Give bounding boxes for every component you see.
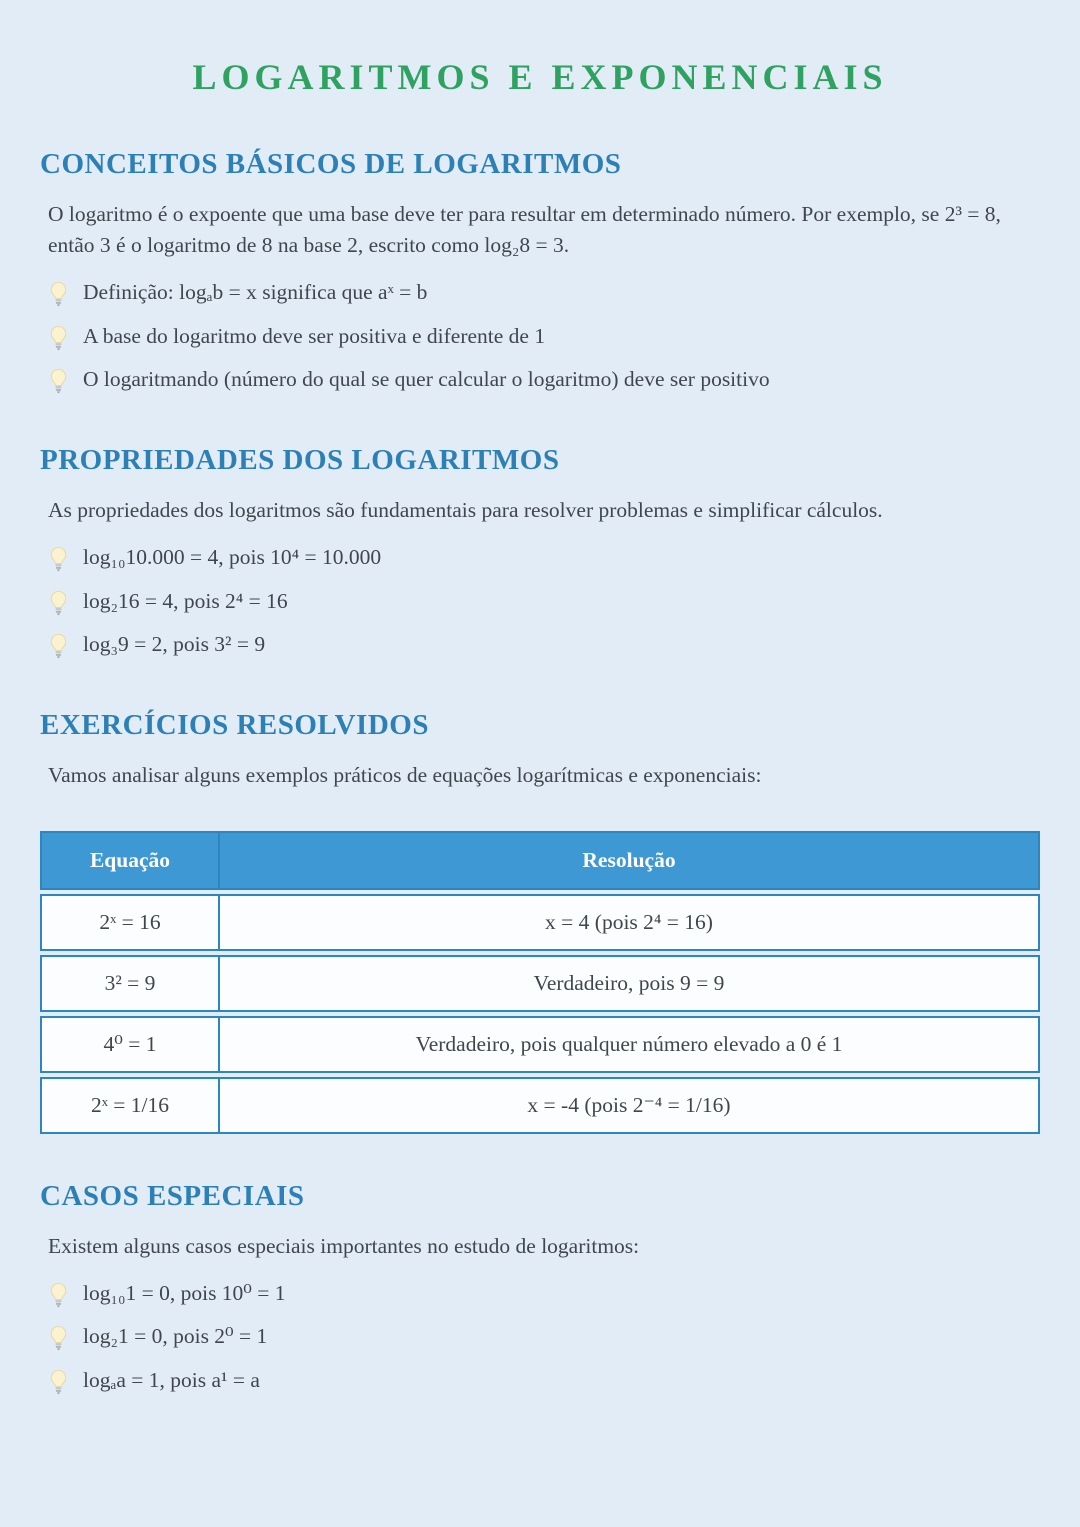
bullet-text: log₁₀10.000 = 4, pois 10⁴ = 10.000 bbox=[83, 545, 382, 570]
table-cell-resolution: Verdadeiro, pois 9 = 9 bbox=[220, 955, 1040, 1012]
table-cell-resolution: Verdadeiro, pois qualquer número elevado a 0 é 1 bbox=[220, 1016, 1040, 1073]
paragraph-conceitos: O logaritmo é o expoente que uma base deve ter para resultar em determinado número. Por exemplo, se 2³ = 8, então 3 é o logaritmo de 8 na base 2, escrito como log₂8 = 3. bbox=[48, 202, 1001, 258]
table-cell-equation: 2ˣ = 1/16 bbox=[40, 1077, 220, 1134]
bullet-text: O logaritmando (número do qual se quer calcular o logaritmo) deve ser positivo bbox=[83, 367, 770, 392]
bullet-text: log₃9 = 2, pois 3² = 9 bbox=[83, 632, 266, 657]
lightbulb-icon bbox=[50, 325, 67, 359]
paragraph-casos: Existem alguns casos especiais importantes no estudo de logaritmos: bbox=[48, 1233, 640, 1258]
lightbulb-icon bbox=[50, 368, 67, 402]
table-cell-equation: 4⁰ = 1 bbox=[40, 1016, 220, 1073]
list-item bbox=[50, 588, 1040, 624]
table-cell-resolution: x = 4 (pois 2⁴ = 16) bbox=[220, 894, 1040, 951]
table-header-row bbox=[40, 831, 1040, 890]
table-cell-resolution: x = -4 (pois 2⁻⁴ = 1/16) bbox=[220, 1077, 1040, 1134]
table-cell-equation: 2ˣ = 16 bbox=[40, 894, 220, 951]
bullet-list-propriedades bbox=[40, 544, 1040, 667]
page-title: LOGARITMOS E EXPONENCIAIS bbox=[192, 57, 888, 97]
bullet-text: logₐa = 1, pois a¹ = a bbox=[83, 1367, 260, 1392]
paragraph-propriedades: As propriedades dos logaritmos são fundamentais para resolver problemas e simplificar cálculos. bbox=[48, 497, 883, 522]
table-row bbox=[40, 894, 1040, 951]
lightbulb-icon bbox=[50, 546, 67, 580]
bullet-text: Definição: logₐb = x significa que aˣ = b bbox=[83, 280, 428, 305]
list-item bbox=[50, 279, 1040, 315]
bullet-text: log₂1 = 0, pois 2⁰ = 1 bbox=[83, 1324, 268, 1349]
table-header-equacao: Equação bbox=[40, 831, 220, 890]
bullet-list-conceitos bbox=[40, 279, 1040, 402]
section-heading-conceitos: CONCEITOS BÁSICOS DE LOGARITMOS bbox=[40, 148, 622, 180]
paragraph-exercicios: Vamos analisar alguns exemplos práticos de equações logarítmicas e exponenciais: bbox=[48, 762, 762, 787]
table-row bbox=[40, 955, 1040, 1012]
section-heading-exercicios: EXERCÍCIOS RESOLVIDOS bbox=[40, 708, 429, 741]
bullet-text: A base do logaritmo deve ser positiva e diferente de 1 bbox=[83, 323, 546, 348]
lightbulb-icon bbox=[50, 633, 67, 667]
lightbulb-icon bbox=[50, 1325, 67, 1359]
table-row bbox=[40, 1016, 1040, 1073]
list-item bbox=[50, 323, 1040, 359]
section-heading-propriedades: PROPRIEDADES DOS LOGARITMOS bbox=[40, 443, 560, 476]
table-header-resolucao: Resolução bbox=[220, 831, 1040, 890]
exercise-table bbox=[40, 827, 1040, 1138]
list-item bbox=[50, 1367, 1040, 1403]
list-item bbox=[50, 1323, 1040, 1359]
bullet-text: log₂16 = 4, pois 2⁴ = 16 bbox=[83, 588, 288, 613]
list-item bbox=[50, 1280, 1040, 1316]
lightbulb-icon bbox=[50, 1369, 67, 1403]
bullet-text: log₁₀1 = 0, pois 10⁰ = 1 bbox=[83, 1280, 286, 1305]
table-cell-equation: 3² = 9 bbox=[40, 955, 220, 1012]
lightbulb-icon bbox=[50, 1282, 67, 1316]
list-item bbox=[50, 366, 1040, 402]
bullet-list-casos bbox=[40, 1280, 1040, 1403]
lightbulb-icon bbox=[50, 590, 67, 624]
list-item bbox=[50, 544, 1040, 580]
section-heading-casos: CASOS ESPECIAIS bbox=[40, 1179, 305, 1212]
table-row bbox=[40, 1077, 1040, 1134]
lightbulb-icon bbox=[50, 281, 67, 315]
list-item bbox=[50, 631, 1040, 667]
